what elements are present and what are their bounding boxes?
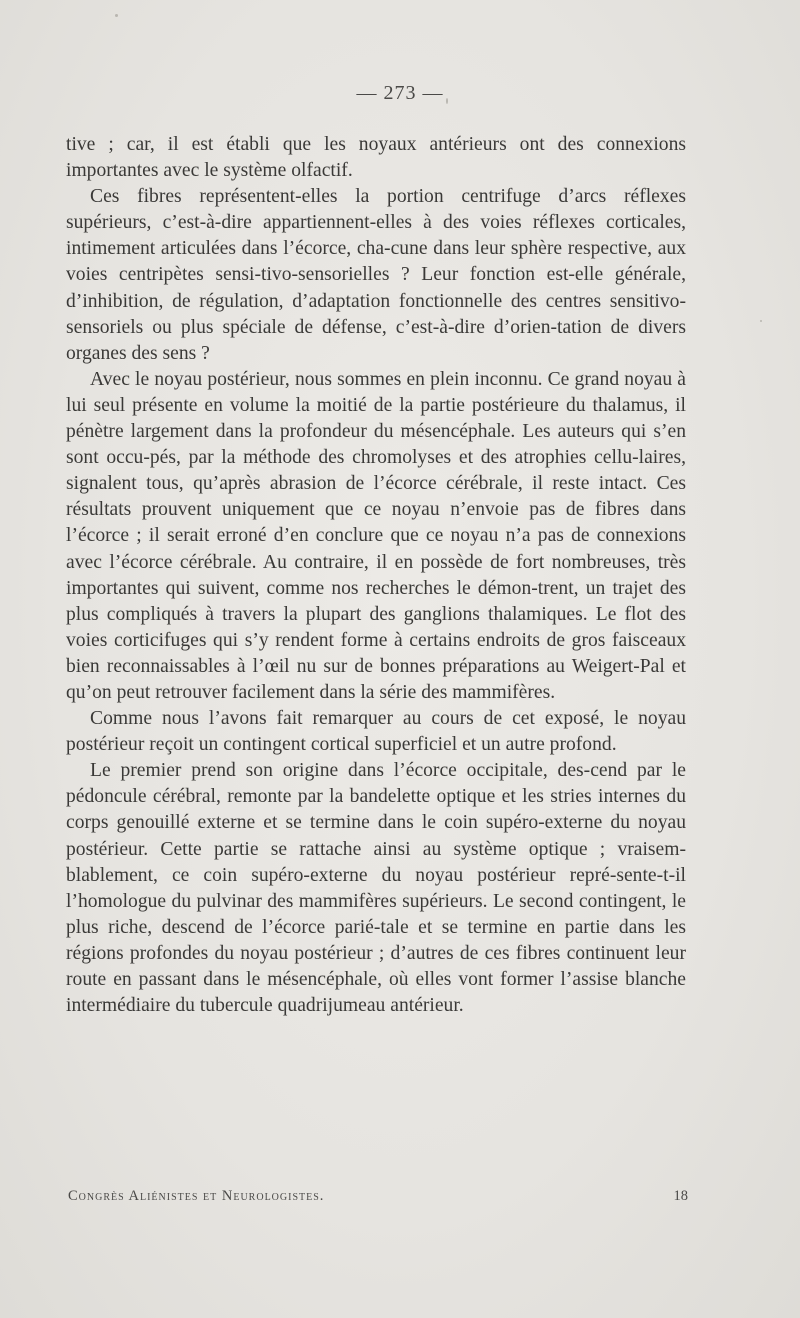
paragraph: Ces fibres représentent-elles la portion centrifuge d’arcs réflexes supérieurs, c’est-à-dire appartiennent-elles à des voies réflexes corticales, intimement articulées dans l’écorce, cha-cune dans leur sphère respective, aux voies centripètes sensi-tivo-sensorielles ? Leur fonction est-elle générale, d’inhibition, de régulation, d’adaptation fonctionnelle des centres sensitivo-sensoriels ou plus spéciale de défense, c’est-à-dire d’orien-tation de divers organes des sens ? xyxy=(66,186,686,364)
body-text xyxy=(66,132,686,1019)
paper-speck xyxy=(115,14,118,17)
paragraph: Avec le noyau postérieur, nous sommes en plein inconnu. Ce grand noyau à lui seul présente en volume la moitié de la partie postérieure du thalamus, il pénètre largement dans la profondeur du mésencéphale. Les auteurs qui s’en sont occu-pés, par la méthode des chromolyses et des atrophies cellu-laires, signalent tous, qu’après abrasion de l’écorce cérébrale, il reste intact. Ces résultats prouvent uniquement que ce noyau n’envoie pas de fibres dans l’écorce ; il serait erroné d’en conclure que ce noyau n’a pas de connexions avec l’écorce cérébrale. Au contraire, il en possède de fort nombreuses, très importantes qui suivent, comme nos recherches le démon-trent, un trajet des plus compliqués à travers la plupart des ganglions thalamiques. Le flot des voies corticifuges qui s’y rendent forme à certains endroits de gros faisceaux bien reconnaissables à l’œil nu sur de bonnes préparations au Weigert-Pal et qu’on peut retrouver facilement dans la série des mammifères. xyxy=(66,368,686,703)
paragraph: tive ; car, il est établi que les noyaux antérieurs ont des connexions importantes avec le système olfactif. xyxy=(66,134,686,182)
paragraph: Le premier prend son origine dans l’écorce occipitale, des-cend par le pédoncule cérébral, remonte par la bandelette optique et les stries internes du corps genouillé externe et se termine dans le coin supéro-externe du noyau postérieur. Cette partie se rattache ainsi au système optique ; vraisem-blablement, ce coin supéro-externe du noyau postérieur repré-sente-t-il l’homologue du pulvinar des mammifères supérieurs. Le second contingent, le plus riche, descend de l’écorce parié-tale et se termine en partie dans les régions profondes du noyau postérieur ; d’autres de ces fibres continuent leur route en passant dans le mésencéphale, où elles vont former l’assise blanche intermédiaire du tubercule quadrijumeau antérieur. xyxy=(66,760,686,1017)
page-number: — 273 — xyxy=(356,82,444,104)
signature-mark: 18 xyxy=(673,1188,688,1204)
paper-speck xyxy=(760,320,762,322)
footer-title: Congrès Aliénistes et Neurologistes. xyxy=(68,1188,325,1204)
page-footer xyxy=(68,1188,688,1205)
paragraph: Comme nous l’avons fait remarquer au cours de cet exposé, le noyau postérieur reçoit un contingent cortical superficiel et un autre profond. xyxy=(66,708,686,756)
